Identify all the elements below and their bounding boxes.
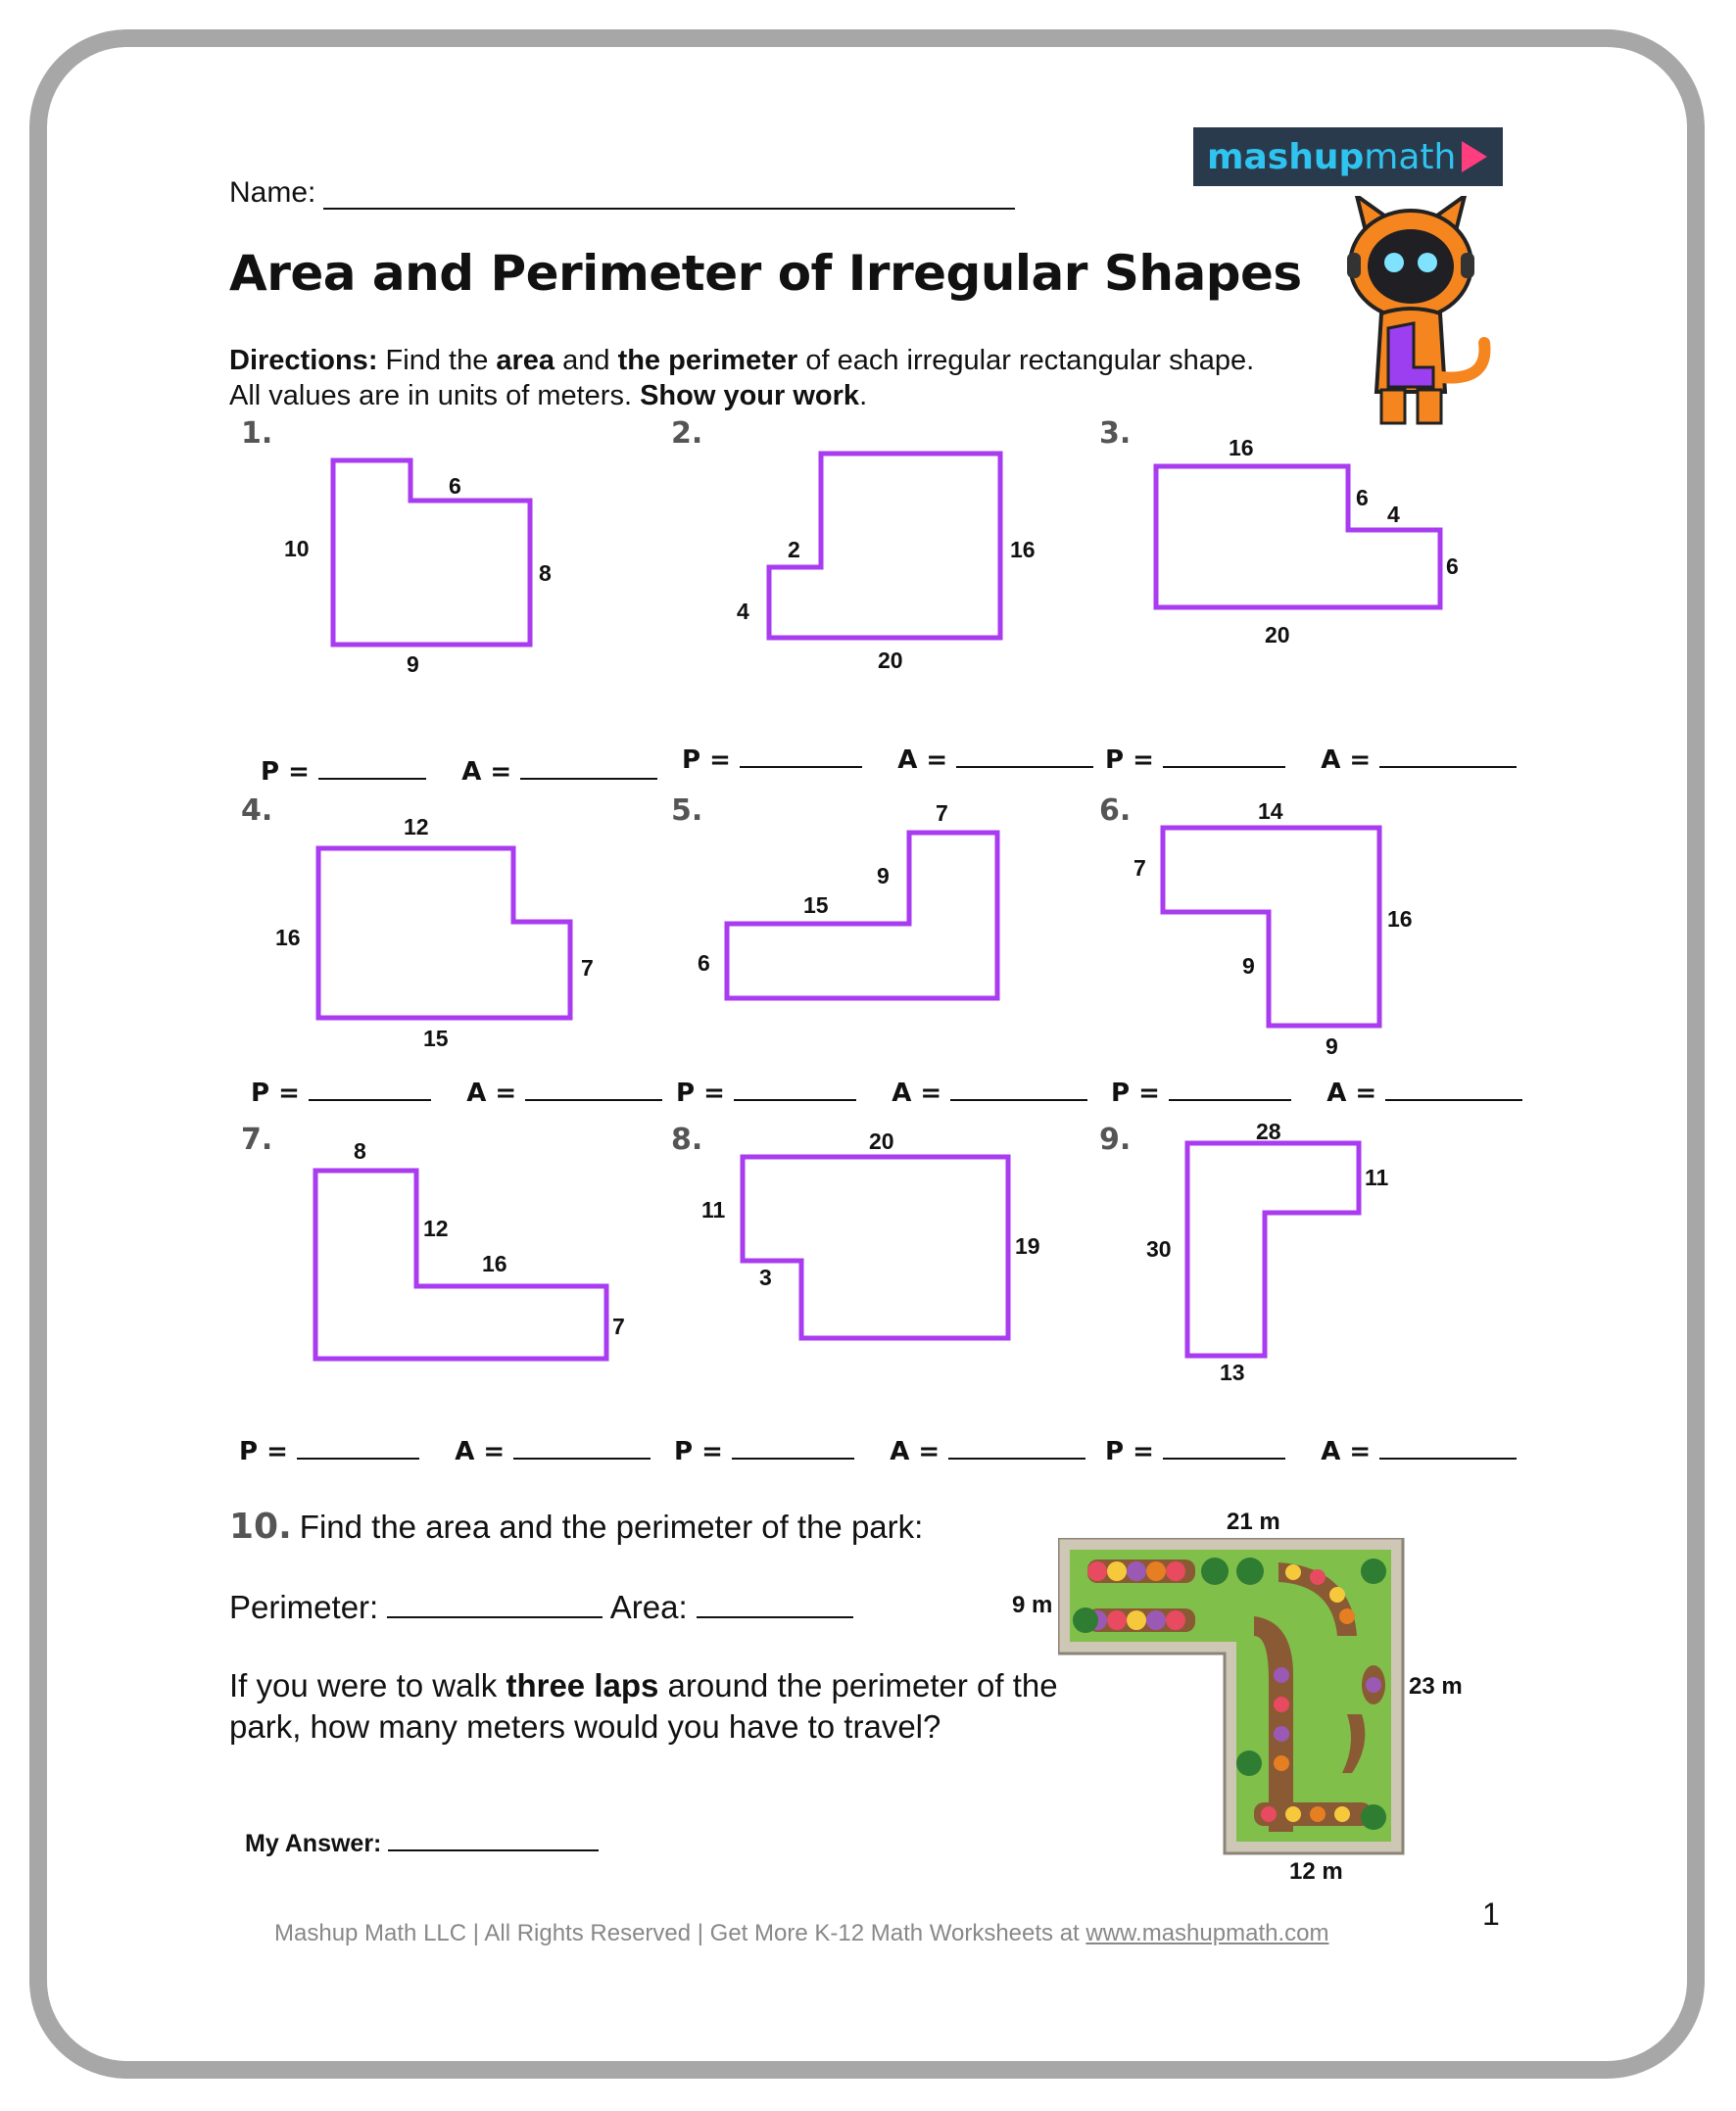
dim-label: 4 (737, 599, 749, 624)
dim-label: 6 (1356, 485, 1369, 510)
answer-row: P = A = (674, 1434, 1085, 1466)
perimeter-blank[interactable] (732, 1434, 854, 1460)
page-number: 1 (1482, 1896, 1500, 1932)
problem-number: 5. (671, 793, 703, 828)
shape-6 (1163, 828, 1379, 1026)
dim-label: 16 (275, 925, 301, 950)
answer-row: P = A = (682, 743, 1093, 775)
dim-label: 2 (788, 537, 800, 562)
question-10-prompt: 10. Find the area and the perimeter of the park: (229, 1507, 924, 1547)
dim-label: 13 (1220, 1360, 1245, 1385)
dim-label: 12 (423, 1216, 449, 1241)
shape-1 (333, 460, 530, 645)
area-blank[interactable] (525, 1076, 662, 1101)
dim-label: 6 (698, 950, 710, 976)
park-area-blank[interactable] (697, 1587, 853, 1618)
dim-label: 19 (1015, 1233, 1040, 1259)
area-blank[interactable] (950, 1076, 1087, 1101)
problem-number: 2. (671, 416, 703, 451)
logo-text-1: mashup (1207, 136, 1365, 177)
dim-label: 6 (1446, 553, 1459, 579)
problem-number: 8. (671, 1123, 703, 1157)
dim-label: 28 (1256, 1119, 1281, 1144)
dim-label: 8 (354, 1138, 366, 1164)
problem-number: 10. (229, 1507, 292, 1547)
area-blank[interactable] (513, 1434, 651, 1460)
area-blank[interactable] (1379, 1434, 1517, 1460)
directions: Directions: Find the area and the perimeter of each irregular rectangular shape. All values are in units of meters. Show your work. (229, 345, 1255, 411)
question-10-laps: If you were to walk three laps around the perimeter of the park, how many meters would you have to travel? (229, 1667, 1058, 1745)
park-dim-bottom: 12 m (1289, 1858, 1343, 1885)
dim-label: 7 (612, 1314, 625, 1339)
answer-row: P = A = (1105, 1434, 1517, 1466)
problem-number: 4. (241, 793, 273, 828)
dim-label: 16 (1229, 435, 1254, 460)
question-10-answers: Perimeter: Area: (229, 1587, 853, 1626)
my-answer: My Answer: (245, 1828, 599, 1858)
dim-label: 10 (284, 536, 310, 561)
problem-number: 3. (1099, 416, 1132, 451)
shape-4 (318, 848, 570, 1018)
dim-label: 20 (869, 1128, 894, 1154)
perimeter-blank[interactable] (318, 754, 426, 780)
park-dim-right: 23 m (1409, 1673, 1463, 1700)
my-answer-blank[interactable] (388, 1828, 599, 1851)
problem-number: 6. (1099, 793, 1132, 828)
park-dim-top: 21 m (1227, 1509, 1280, 1535)
area-blank[interactable] (1385, 1076, 1522, 1101)
shape-7 (315, 1171, 606, 1359)
park-dim-left: 9 m (1012, 1592, 1053, 1618)
dim-label: 20 (878, 648, 903, 673)
answer-row: P = A = (251, 1076, 662, 1108)
perimeter-blank[interactable] (297, 1434, 419, 1460)
dim-label: 11 (1365, 1165, 1389, 1190)
problem-number: 7. (241, 1123, 273, 1157)
footer-link[interactable]: www.mashupmath.com (1085, 1920, 1329, 1946)
answer-row: P = A = (1111, 1076, 1522, 1108)
shape-3 (1156, 466, 1440, 607)
shape-2 (769, 454, 1000, 638)
dim-label: 4 (1387, 502, 1400, 527)
dim-label: 9 (1242, 953, 1255, 979)
answer-row: P = A = (239, 1434, 651, 1466)
name-label: Name: (229, 176, 316, 209)
dim-label: 9 (1326, 1033, 1338, 1059)
logo-text-2: math (1364, 136, 1457, 177)
answer-row: P = A = (261, 754, 657, 787)
dim-label: 7 (1133, 855, 1146, 881)
dim-label: 16 (1387, 906, 1413, 932)
perimeter-blank[interactable] (740, 743, 862, 768)
dim-label: 11 (701, 1197, 726, 1223)
area-blank[interactable] (520, 754, 657, 780)
dim-label: 6 (449, 473, 461, 499)
perimeter-blank[interactable] (734, 1076, 856, 1101)
area-blank[interactable] (956, 743, 1093, 768)
dim-label: 14 (1258, 798, 1283, 824)
area-blank[interactable] (1379, 743, 1517, 768)
answer-row: P = A = (676, 1076, 1087, 1108)
directions-label: Directions: (229, 345, 378, 376)
dim-label: 7 (936, 800, 948, 826)
footer: Mashup Math LLC | All Rights Reserved | Get More K-12 Math Worksheets at www.mashupmath.com (274, 1920, 1329, 1946)
dim-label: 16 (482, 1251, 507, 1276)
park-illustration (1058, 1538, 1411, 1891)
answer-row: P = A = (1105, 743, 1517, 775)
worksheet-title: Area and Perimeter of Irregular Shapes (229, 245, 1302, 302)
dim-label: 16 (1010, 537, 1036, 562)
perimeter-blank[interactable] (1163, 1434, 1285, 1460)
park-perimeter-blank[interactable] (387, 1587, 603, 1618)
dim-label: 15 (803, 892, 829, 918)
dim-label: 9 (407, 651, 419, 677)
problem-number: 9. (1099, 1123, 1132, 1157)
dim-label: 20 (1265, 622, 1290, 648)
dim-label: 9 (877, 863, 890, 888)
shape-8 (743, 1157, 1008, 1338)
dim-label: 30 (1146, 1236, 1172, 1262)
dim-label: 7 (581, 955, 594, 981)
area-blank[interactable] (948, 1434, 1085, 1460)
dim-label: 15 (423, 1026, 449, 1051)
problem-number: 1. (241, 416, 273, 451)
dim-label: 12 (404, 814, 429, 840)
perimeter-blank[interactable] (1163, 743, 1285, 768)
dim-label: 3 (759, 1265, 772, 1290)
perimeter-blank[interactable] (1169, 1076, 1291, 1101)
dim-label: 8 (539, 560, 552, 586)
shape-5 (727, 833, 997, 998)
perimeter-blank[interactable] (309, 1076, 431, 1101)
shape-9 (1187, 1143, 1359, 1356)
